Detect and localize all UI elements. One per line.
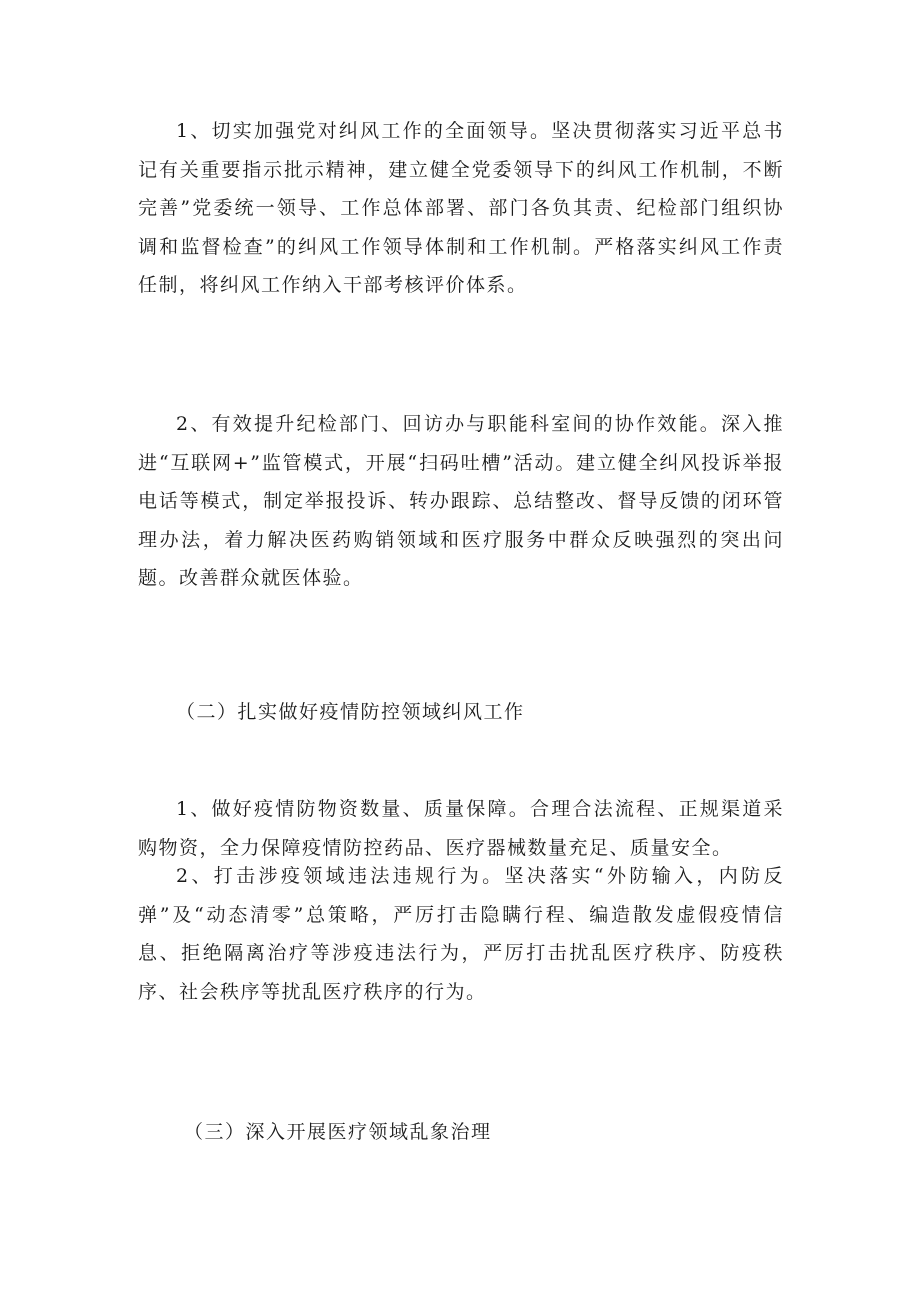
paragraph-leadership: 1、切实加强党对纠风工作的全面领导。坚决贯彻落实习近平总书记有关重要指示批示精神，建立健全党委领导下的纠风工作机制，不断完善”党委统一领导、工作总体部署、部门各负其责、纪检部门组织协调和监督检查”的纠风工作领导体制和工作机制。严格落实纠风工作责任制，将纠风工作纳入干部考核评价体系。 bbox=[138, 120, 784, 297]
paragraph-crackdown: 2、打击涉疫领域违法违规行为。坚决落实“外防输入，内防反弹”及“动态清零”总策略，严厉打击隐瞒行程、编造散发虚假疫情信息、拒绝隔离治疗等涉疫违法行为，严厉打击扰乱医疗秩序、防疫秩序、社会秩序等扰乱医疗秩序的行为。 bbox=[138, 865, 784, 1003]
paragraph-supplies: 1、做好疫情防物资数量、质量保障。合理合法流程、正规渠道采购物资，全力保障疫情防控药品、医疗器械数量充足、质量安全。 bbox=[138, 798, 784, 859]
section-heading-epidemic: （二）扎实做好疫情防控领域纠风工作 bbox=[176, 701, 525, 723]
section-heading-medical: （三）深入开展医疗领域乱象治理 bbox=[184, 1121, 492, 1143]
paragraph-coordination: 2、有效提升纪检部门、回访办与职能科室间的协作效能。深入推进“互联网+”监管模式，开展“扫码吐槽”活动。建立健全纠风投诉举报电话等模式，制定举报投诉、转办跟踪、总结整改、督导反馈的闭环管理办法，着力解决医药购销领域和医疗服务中群众反映强烈的突出问题。改善群众就医体验。 bbox=[138, 413, 784, 590]
